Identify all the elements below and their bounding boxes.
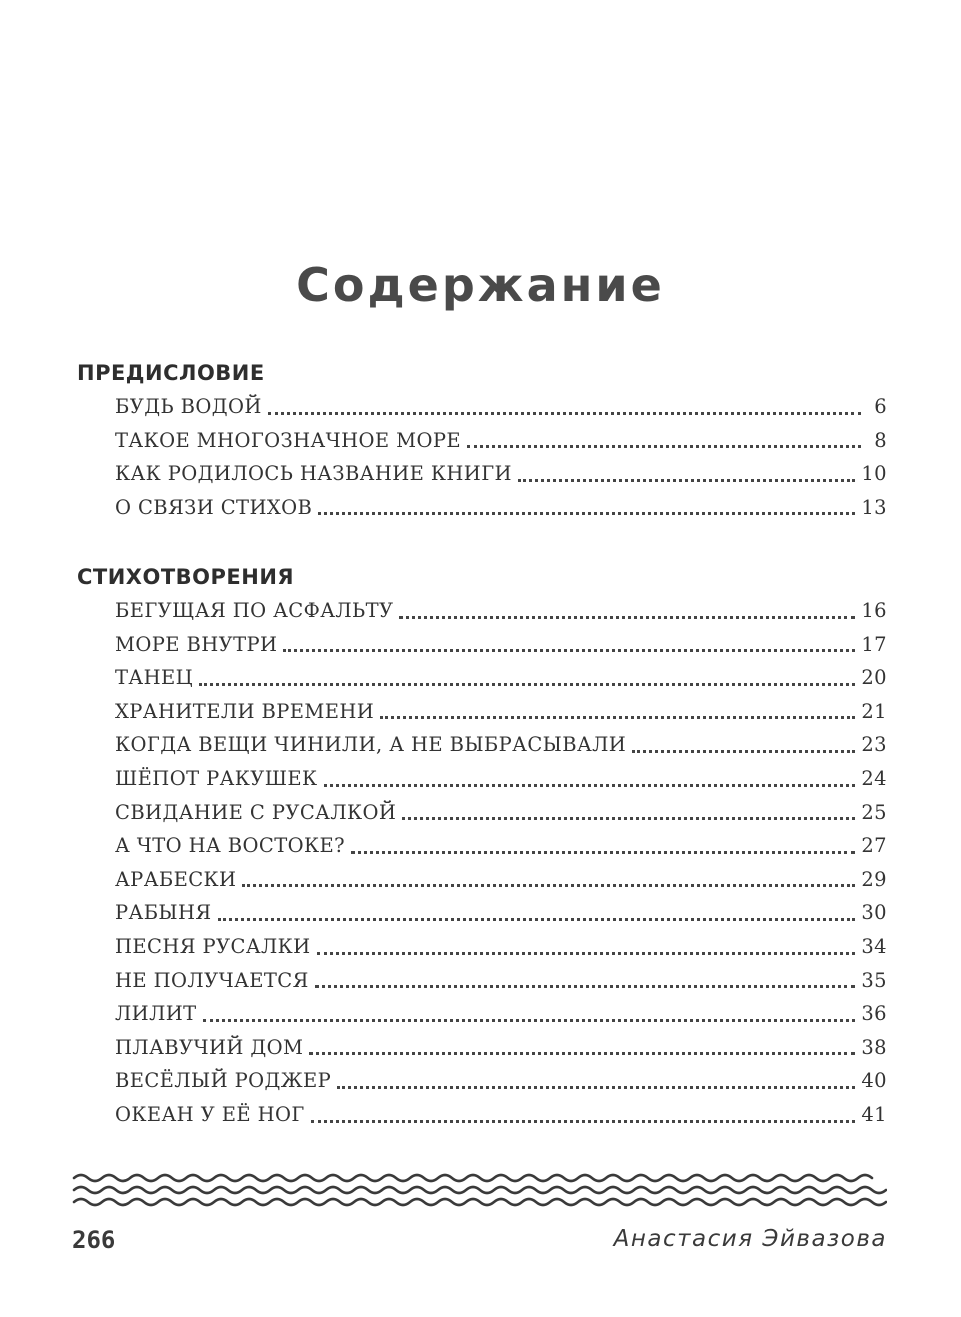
toc-entry[interactable] [77, 424, 887, 458]
toc-entry-page: 24 [861, 766, 887, 790]
toc-entry-title: БУДЬ ВОДОЙ [115, 395, 262, 418]
dot-leader [324, 783, 856, 787]
toc-entry-title: ПЛАВУЧИЙ ДОМ [115, 1035, 304, 1059]
toc-entry-page: 21 [861, 699, 887, 723]
toc-entry-title: КАК РОДИЛОСЬ НАЗВАНИЕ КНИГИ [115, 462, 512, 486]
toc-entry[interactable] [77, 695, 887, 729]
toc-entry-page: 17 [861, 632, 887, 656]
dot-leader [317, 951, 856, 955]
toc-entry[interactable] [77, 930, 887, 964]
toc-entry-page: 35 [861, 968, 887, 992]
toc-entry-title: МОРЕ ВНУТРИ [115, 632, 278, 656]
toc-entry-page: 6 [874, 395, 887, 418]
toc-entry[interactable] [77, 796, 887, 830]
toc-entry[interactable] [77, 997, 887, 1031]
toc-entry-page: 27 [861, 834, 887, 858]
dot-leader [311, 1119, 856, 1123]
dot-leader [632, 749, 855, 753]
toc-entry[interactable] [77, 1064, 887, 1098]
toc-entry-page: 41 [861, 1102, 887, 1126]
dot-leader [283, 648, 855, 652]
toc-entry[interactable] [77, 964, 887, 998]
toc-entry-title: КОГДА ВЕЩИ ЧИНИЛИ, А НЕ ВЫБРАСЫВАЛИ [115, 733, 627, 757]
toc-entry-title: АРАБЕСКИ [115, 867, 237, 891]
toc-entry-title: СВИДАНИЕ С РУСАЛКОЙ [115, 800, 397, 824]
toc-entry-page: 8 [874, 428, 887, 452]
wave-line-bottom [74, 1199, 886, 1205]
toc-entry-title: НЕ ПОЛУЧАЕТСЯ [115, 968, 309, 992]
toc-entry-page: 16 [861, 599, 887, 622]
toc-entry[interactable] [77, 863, 887, 897]
toc-entry-page: 34 [861, 934, 887, 958]
dot-leader [218, 917, 856, 921]
dot-leader [399, 615, 855, 619]
dot-leader [242, 883, 855, 887]
toc-entry-page: 38 [861, 1035, 887, 1059]
toc-entry-page: 40 [861, 1069, 887, 1093]
dot-leader [309, 1051, 855, 1055]
toc-list [77, 594, 887, 1132]
toc-entry[interactable] [77, 1031, 887, 1065]
wave-line-top [74, 1175, 872, 1181]
dot-leader [199, 682, 855, 686]
toc-list [77, 390, 887, 524]
toc-entry[interactable] [77, 491, 887, 525]
author-name: Анастасия Эйвазова [613, 1226, 887, 1252]
dot-leader [337, 1085, 855, 1089]
toc-entry-title: ТАНЕЦ [115, 666, 194, 690]
toc-entry[interactable] [77, 594, 887, 628]
dot-leader [268, 411, 861, 415]
wave-divider-icon [72, 1170, 887, 1210]
section-preface [77, 356, 887, 524]
toc-entry[interactable] [77, 728, 887, 762]
toc-entry-page: 13 [861, 495, 887, 519]
toc-entry-page: 30 [861, 901, 887, 925]
toc-entry-title: ОКЕАН У ЕЁ НОГ [115, 1102, 305, 1126]
dot-leader [402, 816, 855, 820]
section-heading: СТИХОТВОРЕНИЯ [77, 565, 295, 589]
toc-entry-title: ЛИЛИТ [115, 1002, 197, 1026]
dot-leader [380, 715, 855, 719]
toc-entry-title: ПЕСНЯ РУСАЛКИ [115, 934, 311, 958]
toc-entry[interactable] [77, 762, 887, 796]
page-number: 266 [72, 1226, 116, 1254]
page-title: Содержание [296, 258, 665, 312]
toc-entry-title: О СВЯЗИ СТИХОВ [115, 495, 313, 519]
toc-entry[interactable] [77, 896, 887, 930]
toc-entry[interactable] [77, 390, 887, 424]
toc-entry[interactable] [77, 661, 887, 695]
toc-entry-page: 29 [861, 867, 887, 891]
toc-entry-title: БЕГУЩАЯ ПО АСФАЛЬТУ [115, 599, 394, 622]
toc-entry-title: А ЧТО НА ВОСТОКЕ? [115, 834, 346, 858]
toc-entry-title: ВЕСЁЛЫЙ РОДЖЕР [115, 1069, 332, 1093]
toc-entry-page: 10 [861, 462, 887, 486]
toc-entry[interactable] [77, 628, 887, 662]
dot-leader [315, 984, 856, 988]
toc-entry[interactable] [77, 1098, 887, 1132]
toc-entry-page: 25 [861, 800, 887, 824]
dot-leader [467, 444, 861, 448]
toc-entry-page: 36 [861, 1002, 887, 1026]
toc-entry-page: 23 [861, 733, 887, 757]
dot-leader [351, 850, 855, 854]
dot-leader [318, 511, 855, 515]
section-heading: ПРЕДИСЛОВИЕ [77, 361, 265, 385]
toc-entry-page: 20 [861, 666, 887, 690]
toc-entry[interactable] [77, 829, 887, 863]
wave-line-middle [74, 1187, 886, 1193]
toc-entry-title: РАБЫНЯ [115, 901, 212, 925]
toc-entry-title: ШЁПОТ РАКУШЕК [115, 766, 318, 790]
toc-entry[interactable] [77, 457, 887, 491]
toc-entry-title: ХРАНИТЕЛИ ВРЕМЕНИ [115, 699, 375, 723]
section-poems [77, 560, 887, 1132]
dot-leader [518, 478, 855, 482]
toc-entry-title: ТАКОЕ МНОГОЗНАЧНОЕ МОРЕ [115, 428, 462, 452]
dot-leader [203, 1018, 856, 1022]
